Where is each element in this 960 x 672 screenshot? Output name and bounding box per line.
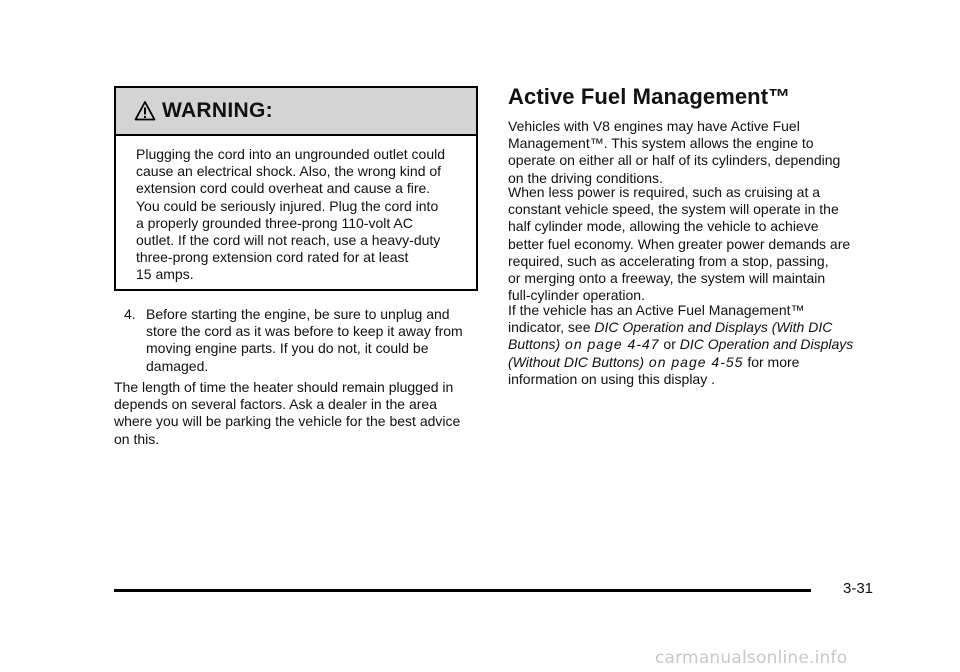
warning-line: Plugging the cord into an ungrounded outlet could xyxy=(136,146,446,162)
footer-rule xyxy=(114,589,811,592)
warning-line: extension cord could overheat and cause a fire. xyxy=(136,180,431,197)
cross-reference-link[interactable]: DIC Operation and Displays xyxy=(679,336,854,353)
cross-reference-link[interactable]: DIC Operation and Displays (With DIC xyxy=(594,319,833,336)
plain-text: or xyxy=(659,336,680,353)
paragraph-line: operate on either all or half of its cylinders, depending xyxy=(508,152,841,169)
afm-paragraph-2 xyxy=(508,184,850,304)
paragraph-line: Management™. This system allows the engine to xyxy=(508,135,814,152)
plain-text: for more xyxy=(743,353,800,370)
warning-line: three-prong extension cord rated for at least xyxy=(136,249,409,266)
step-number: 4. xyxy=(124,306,136,322)
warning-line: 15 amps. xyxy=(136,266,194,283)
step-line: store the cord as it was before to keep it away from xyxy=(146,323,463,340)
warning-line: cause an electrical shock. Also, the wrong kind of xyxy=(136,163,442,180)
warning-header xyxy=(116,88,476,136)
step-text xyxy=(146,306,463,375)
afm-paragraph-1 xyxy=(508,118,840,187)
paragraph-line: When less power is required, such as cruising at a xyxy=(508,184,821,200)
paragraph-line: The length of time the heater should remain plugged in xyxy=(114,379,454,395)
paragraph-line: depends on several factors. Ask a dealer in the area xyxy=(114,396,437,413)
page-number: 3-31 xyxy=(843,580,874,597)
paragraph-line: half cylinder mode, allowing the vehicle to achieve xyxy=(508,218,819,235)
paragraph-line: constant vehicle speed, the system will operate in the xyxy=(508,201,839,218)
watermark: carmanualsonline.info xyxy=(655,648,848,668)
warning-line: outlet. If the cord will not reach, use a heavy-duty xyxy=(136,232,441,249)
heater-paragraph xyxy=(114,379,460,448)
warning-line: You could be seriously injured. Plug the cord into xyxy=(136,197,439,214)
paragraph-line: information on using this display . xyxy=(508,370,715,387)
paragraph-line: where you will be parking the vehicle for the best advice xyxy=(114,413,461,430)
paragraph-line xyxy=(508,354,853,371)
paragraph-line: on this. xyxy=(114,430,160,447)
step-line: Before starting the engine, be sure to unplug and xyxy=(146,306,450,322)
paragraph-line: full-cylinder operation. xyxy=(508,287,645,304)
warning-title: WARNING: xyxy=(162,99,273,122)
plain-text: indicator, see xyxy=(508,319,595,336)
step-line: moving engine parts. If you do not, it could be xyxy=(146,340,429,357)
page-reference[interactable]: on page 4‑47 xyxy=(560,336,660,353)
paragraph-line: If the vehicle has an Active Fuel Management™ xyxy=(508,302,805,318)
paragraph-line xyxy=(508,319,853,336)
page-reference[interactable]: on page 4‑55 xyxy=(644,353,744,370)
paragraph-line: required, such as accelerating from a stop, passing, xyxy=(508,252,829,269)
paragraph-line: Vehicles with V8 engines may have Active Fuel xyxy=(508,118,800,134)
step-line: damaged. xyxy=(146,357,209,374)
warning-box xyxy=(114,86,478,291)
warning-body xyxy=(116,136,476,284)
paragraph-line: or merging onto a freeway, the system will maintain xyxy=(508,270,826,287)
paragraph-line: better fuel economy. When greater power demands are xyxy=(508,235,851,252)
cross-reference-link[interactable]: Buttons) xyxy=(508,336,561,353)
afm-paragraph-3 xyxy=(508,302,853,388)
paragraph-line xyxy=(508,336,853,353)
cross-reference-link[interactable]: (Without DIC Buttons) xyxy=(508,353,645,370)
section-heading: Active Fuel Management™ xyxy=(508,84,791,109)
warning-line: a properly grounded three-prong 110-volt AC xyxy=(136,214,413,231)
warning-triangle-icon xyxy=(134,100,156,122)
paragraph-line: on the driving conditions. xyxy=(508,169,663,186)
